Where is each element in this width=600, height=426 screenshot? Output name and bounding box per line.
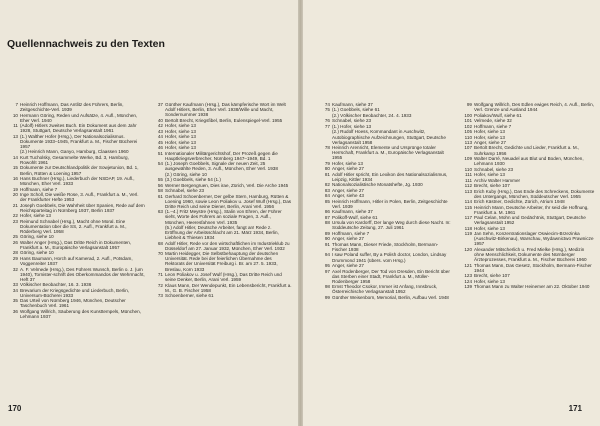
left-page-number: 170 bbox=[8, 404, 22, 413]
entry-citation: Hofer, siehe 13 bbox=[474, 129, 505, 135]
entry-citation: Anger, siehe 27 bbox=[332, 166, 364, 172]
reference-entry bbox=[146, 272, 292, 282]
entry-page-number: 105 bbox=[464, 129, 472, 135]
entry-citation: Thomas Mann, Dieser Friede, Stockholm, Bermann-Fischer 1938 bbox=[332, 241, 439, 252]
reference-entry bbox=[455, 226, 595, 231]
reference-entry bbox=[146, 241, 292, 251]
entry-page-number: 63 bbox=[157, 209, 163, 215]
entry-page-number: 55 bbox=[157, 177, 163, 183]
entry-page-number: 80 bbox=[324, 166, 330, 172]
entry-citation: Hofer, siehe 13 bbox=[474, 278, 505, 284]
reference-entry bbox=[1, 282, 145, 287]
entry-citation: Hermann Göring, Reden und Aufsätze, 4. Aufl., München, Eher Verl. 1940 bbox=[20, 112, 138, 123]
entry-page-number: 124 bbox=[464, 278, 472, 284]
entry-citation: Erich Kuby (Hrsg.), Das Ende des Schreckens, Dokumente des Untergangs, München, Süddeutscher Verl. 1955 bbox=[474, 188, 595, 199]
reference-entry bbox=[455, 273, 595, 278]
reference-entry bbox=[146, 283, 292, 293]
entry-page-number: 119 bbox=[464, 231, 472, 237]
entry-page-number: 113 bbox=[464, 188, 472, 194]
entry-citation: Brecht, siehe 107 bbox=[474, 183, 510, 189]
entry-page-number: 34 bbox=[12, 287, 18, 293]
entry-page-number: 139 bbox=[464, 284, 472, 290]
entry-page-number: 97 bbox=[324, 268, 330, 274]
entry-page-number: 110 bbox=[464, 134, 472, 140]
reference-entry bbox=[1, 134, 145, 149]
reference-entry bbox=[313, 252, 453, 262]
entry-citation: Günther Kaufmann (Hrsg.), Das kämpferische Wort im Welt Adolf Hitlers, Berlin, Eher Verl. 1938/Wille und Macht, Sondernummer 1938 bbox=[165, 102, 286, 118]
column-1 bbox=[1, 102, 145, 319]
entry-citation: (1.) Goebbels, siehe 61 bbox=[332, 107, 380, 113]
entry-citation: Thomas Mann, Das Gesetz, Stockholm, Bermann-Fischer 1944 bbox=[474, 262, 592, 273]
entry-citation: Kaufmann, siehe 37 bbox=[332, 209, 373, 215]
entry-citation: Walter Anger (Hrsg.), Das Dritte Reich in Dokumenten, Frankfurt a. M., Europäische Verlagsanstalt 1957 bbox=[20, 239, 132, 250]
reference-entry bbox=[1, 113, 145, 123]
entry-citation: Gerhard Schoenberner, Der gelbe Stern, Hamburg, Rütten & Loening 1960, sowie Leon Poliakov u. Josef Wulf (Hrsg.), Das Dritte Reich und seine Diener, Berlin, Arani Verl. 1956 bbox=[165, 193, 292, 209]
entry-page-number: 14 bbox=[12, 154, 18, 160]
entry-citation: Göring, siehe 10 bbox=[20, 250, 54, 256]
reference-entry bbox=[455, 189, 595, 199]
entry-citation: Polikoff-Wulf, siehe 61 bbox=[332, 214, 378, 220]
entry-citation: (1.) Walther Hofer (Hrsg.), Der Nationalsozialismus. Dokumente 1933–1945, Frankfurt a. M., Fischer Bücherei 1957 bbox=[20, 133, 138, 149]
reference-entry bbox=[455, 145, 595, 155]
reference-entry bbox=[455, 183, 595, 188]
reference-entry bbox=[455, 172, 595, 177]
reference-entry bbox=[1, 149, 145, 154]
reference-entry bbox=[313, 188, 453, 193]
reference-entry bbox=[146, 129, 292, 134]
reference-entry bbox=[455, 215, 595, 225]
entry-page-number: 56 bbox=[157, 182, 163, 188]
entry-page-number: 71 bbox=[157, 272, 163, 278]
reference-entry bbox=[1, 309, 145, 319]
reference-entry bbox=[313, 209, 453, 214]
reference-entry bbox=[146, 209, 292, 224]
entry-citation: Ursula von Kardorff, Der lange Weg durch diese Nacht. In: Süddeutsche Zeitung, 27. Juli 1961 bbox=[332, 220, 451, 231]
entry-citation: (1.) Joseph Goebbels, Signale der neuen Zeit, 25 ausgewählte Reden, 3. Aufl., München, Eher Verl. 1938 bbox=[165, 161, 278, 172]
reference-entry bbox=[313, 118, 453, 123]
reference-entry bbox=[1, 187, 145, 192]
entry-page-number: 26 bbox=[12, 239, 18, 245]
entry-page-number: 36 bbox=[12, 308, 18, 314]
entry-page-number bbox=[1, 149, 20, 154]
reference-entry bbox=[455, 140, 595, 145]
entry-citation: Joseph Goebbels, Die Wahrheit über Spanien, Rede auf dem Reichsparteitag in Nürnberg 1937, Berlin 1937 bbox=[20, 202, 145, 213]
entry-page-number: 115 bbox=[464, 204, 472, 210]
reference-entry bbox=[455, 178, 595, 183]
reference-entry bbox=[1, 165, 145, 175]
entry-page-number: 77 bbox=[324, 123, 330, 129]
entry-citation: Schoenberner, siehe 61 bbox=[165, 293, 214, 299]
reference-entry bbox=[455, 247, 595, 262]
reference-entry bbox=[455, 263, 595, 273]
reference-entry bbox=[146, 140, 292, 145]
entry-page-number: 114 bbox=[464, 199, 472, 205]
reference-entry bbox=[313, 113, 453, 118]
book-gutter bbox=[298, 0, 303, 426]
entry-citation: (1.) Hofer, siehe 13 bbox=[332, 123, 372, 129]
entry-citation: Hofer, siehe 13 bbox=[165, 145, 196, 151]
reference-entry bbox=[1, 203, 145, 213]
entry-citation: Wolfgang Willrich, Säuberung des Kunsttempels, München, Lehmann 1937 bbox=[20, 308, 141, 319]
entry-citation: Paul Celan, Mohn und Gedächtnis, Stuttgart, Deutsche Verlagsanstalt 1952 bbox=[474, 215, 586, 226]
entry-page-number: 89 bbox=[324, 230, 330, 236]
column-3 bbox=[313, 102, 453, 300]
entry-page-number: 94 bbox=[324, 252, 330, 258]
entry-page-number: 42 bbox=[157, 123, 163, 129]
entry-page-number: 81 bbox=[324, 171, 330, 177]
reference-entry bbox=[313, 145, 453, 160]
entry-citation: Schnabel, siehe 23 bbox=[165, 188, 205, 194]
reference-entry bbox=[455, 199, 595, 204]
entry-page-number: 99 bbox=[324, 294, 330, 300]
reference-entry bbox=[313, 215, 453, 220]
entry-citation: (2.) Rudolf Hoess, Kommandant in Auschwitz, Autobiographische Aufzeichnungen, Stuttgart, Deutsche Verlagsanstalt 1958 bbox=[332, 129, 446, 145]
reference-entry bbox=[146, 251, 292, 271]
entry-citation: Kurt Tucholsky, Gesammelte Werke, Bd. 3, Hamburg, Rowohlt 1961 bbox=[20, 154, 129, 165]
reference-entry bbox=[1, 219, 145, 234]
entry-citation: Axel Rodenberger, Der Tod von Dresden, Ein Bericht über das Sterben einer Stadt, Frankfurt a. M., Müller-Rodenberger 1958 bbox=[332, 268, 450, 284]
entry-citation: Anger, siehe 27 bbox=[332, 263, 364, 269]
reference-entry bbox=[146, 151, 292, 161]
entry-page-number: 46 bbox=[157, 145, 163, 151]
entry-page-number bbox=[146, 172, 165, 177]
entry-page-number: 123 bbox=[464, 273, 472, 279]
entry-citation: Leon Poliakov u. Josef Wulf (Hrsg.), Das Dritte Reich und seine Denker, Berlin, Arani Verl. 1959 bbox=[165, 272, 282, 283]
entry-page-number: 79 bbox=[324, 160, 330, 166]
entry-page-number: 45 bbox=[157, 139, 163, 145]
entry-citation: Heinrich Arenricht, Elemente und Ursprünge totaler Herrschaft, Frankfurt a. M., Europäische Verlagsanstalt 1955 bbox=[332, 145, 444, 161]
entry-page-number: 83 bbox=[324, 187, 330, 193]
entry-page-number: 78 bbox=[324, 145, 330, 151]
entry-citation: Hofer, siehe 13 bbox=[165, 123, 196, 129]
entry-page-number: 72 bbox=[157, 282, 163, 288]
reference-entry bbox=[313, 236, 453, 241]
entry-page-number: 29 bbox=[12, 255, 18, 261]
reference-entry bbox=[1, 256, 145, 266]
entry-page-number: 22 bbox=[12, 213, 18, 219]
reference-entry bbox=[455, 113, 595, 118]
entry-page-number: 107 bbox=[464, 145, 472, 151]
entry-citation: Archiv Walter Hammer bbox=[474, 177, 521, 183]
entry-citation: (5.) Adolf Hitler, Deutsche Arbeiter, fangt an! Rede z. Eröffnung der Arbeitsschlacht am 21. März 1934, Berlin, Liebheit & Thiesen 1934 bbox=[165, 225, 279, 241]
entry-page-number: 87 bbox=[324, 214, 330, 220]
entry-citation: (Adolf) Hitlers zweites Buch. Ein Dokument aus dem Jahr 1928, Stuttgart, Deutsche Verlagsanstalt 1961 bbox=[20, 123, 137, 134]
entry-page-number: 51 bbox=[157, 150, 163, 156]
entry-page-number: 40 bbox=[157, 117, 163, 123]
entry-citation: Wolfgang Willrich, Des Edlen ewiges Reich, 4. Aufl., Berlin, Verl. Grenze und Ausland 1944 bbox=[474, 102, 594, 113]
reference-entry bbox=[1, 234, 145, 239]
reference-entry bbox=[313, 161, 453, 166]
entry-citation: Kaufmann, siehe 37 bbox=[332, 102, 373, 107]
reference-entry bbox=[1, 213, 145, 218]
entry-page-number: 25 bbox=[12, 234, 18, 240]
reference-entry bbox=[455, 205, 595, 215]
reference-entry bbox=[455, 231, 595, 246]
entry-page-number: 82 bbox=[324, 182, 330, 188]
entry-page-number: 21 bbox=[12, 202, 18, 208]
entry-citation: Heinrich Mann, Deutsche Arbeiter, Ihr seid die Hoffnung, Frankfurt a. M. 1961 bbox=[474, 204, 589, 215]
entry-citation: Adolf Hitler, Rede vor den wirtschaftlichen im Industrieklub zu Düsseldorf am 27. Januar 1932, München, Eher Verl. 1932 bbox=[165, 240, 290, 251]
reference-entry bbox=[313, 263, 453, 268]
entry-citation: Werner Bergengruen, Dies irae, Zürich, Verl. Die Arche 1945 bbox=[165, 182, 289, 188]
entry-citation: Hoffmann, siehe 7 bbox=[20, 186, 58, 192]
entry-citation: (2.) Heinrich Mann, Ganyo, Hamburg, Claassen 1960 bbox=[20, 149, 129, 155]
entry-page-number: 102 bbox=[464, 123, 472, 129]
reference-entry bbox=[313, 124, 453, 129]
reference-entry bbox=[313, 129, 453, 144]
entry-page-number: 88 bbox=[324, 220, 330, 226]
entry-citation: Anger, siehe 27 bbox=[474, 140, 506, 145]
entry-citation: I saw Poland suffer, By a Polish doctor, London, Lindsay Drummond 1941 (übers. vom Hrsg.) bbox=[332, 252, 447, 263]
entry-citation: A. F. Velmede (Hrsg.), Des Führers Wunsch, Berlin o. J. (um 1940), Tornister-schrift des Oberkommandos der Wehrmacht, Heft 37 bbox=[20, 266, 145, 282]
entry-page-number: 109 bbox=[464, 156, 472, 162]
column-2 bbox=[146, 102, 292, 299]
reference-entry bbox=[146, 188, 292, 193]
entry-citation: Jan Sehn, Konzentrationslager Oswiecim-Brzezinka (Auschwitz-Birkenau), Warschau, Wydawnictwo Prawnicze 1957 bbox=[474, 231, 594, 247]
column-4 bbox=[455, 102, 595, 290]
entry-citation: Thomas Mann zu Walter Heinemer am 22. Oktober 1940 bbox=[474, 284, 590, 290]
entry-page-number: 112 bbox=[464, 183, 472, 189]
entry-citation: Velmede, siehe 32 bbox=[474, 118, 512, 124]
reference-entry bbox=[455, 279, 595, 284]
reference-entry bbox=[455, 124, 595, 129]
entry-page-number: 120 bbox=[464, 246, 472, 252]
entry-page-number: 85 bbox=[324, 198, 330, 204]
reference-entry bbox=[146, 194, 292, 209]
entry-page-number: 101 bbox=[464, 118, 472, 124]
entry-citation: Heinrich Hoffmann, Das Antlitz des Führers, Berlin, Zeitgeschichte-Verl. 1939 bbox=[20, 102, 124, 113]
entry-page-number: 54 bbox=[157, 161, 163, 167]
reference-entry bbox=[146, 177, 292, 182]
reference-entry bbox=[1, 267, 145, 282]
entry-citation: Brecht, siehe 107 bbox=[474, 273, 510, 279]
entry-page-number: 20 bbox=[12, 192, 18, 198]
entry-citation: Erich Kästner, Gedichte, Zürich, Atrium 1948 bbox=[474, 199, 565, 205]
reference-entry bbox=[455, 135, 595, 140]
entry-citation: Schnabel, siehe 23 bbox=[332, 118, 372, 124]
entry-citation: Anger, siehe 27 bbox=[332, 187, 364, 193]
entry-page-number: 7 bbox=[15, 102, 18, 107]
reference-entry bbox=[146, 102, 292, 117]
right-page bbox=[300, 0, 600, 426]
entry-citation: Adolf Hitler spricht, Ein Lexikon des Nationalsozialismus, Leipzig, Kittler 1934 bbox=[332, 171, 448, 182]
reference-entry bbox=[313, 182, 453, 187]
entry-page-number: 33 bbox=[12, 282, 18, 288]
entry-citation: Hofer, siehe 13 bbox=[165, 128, 196, 134]
entry-citation: (1.–4.) Fritz Meystre (Hrsg.), Stalin von Ehren, der Führer sieht, Worte des Führers an soziale Fragen, 3. Aufl., München, Heeresfahnen Verl. 1935 bbox=[165, 209, 282, 225]
reference-entry bbox=[313, 269, 453, 284]
entry-page-number: 111 bbox=[465, 177, 472, 183]
entry-page-number: 28 bbox=[12, 250, 18, 256]
entry-citation: Hans Buchner (Hrsg.), Liederbuch der NSDAP, 19. Aufl., München, Eher Verl. 1933 bbox=[20, 176, 135, 187]
entry-page-number: 74 bbox=[324, 102, 330, 107]
entry-page-number: 15 bbox=[12, 165, 18, 171]
entry-citation: Inge Scholl, Die weiße Rose, 3. Aufl., Frankfurt a. M., Verl. der Frankfurter Hefte 1953 bbox=[20, 192, 139, 203]
reference-entry bbox=[1, 123, 145, 133]
reference-entry bbox=[1, 250, 145, 255]
reference-entry bbox=[455, 102, 595, 112]
reference-entry bbox=[313, 166, 453, 171]
entry-citation: Hofer, siehe 13 bbox=[165, 139, 196, 145]
entry-citation: Göring, siehe 10 bbox=[20, 234, 54, 240]
entry-citation: Poliakov/Wulf, siehe 61 bbox=[474, 112, 522, 118]
entry-page-number: 111 bbox=[465, 172, 472, 178]
entry-page-number: 16 bbox=[12, 176, 18, 182]
entry-page-number: 13 bbox=[12, 133, 18, 139]
entry-citation: (3.) Goebbels, siehe 54 (1.) bbox=[165, 177, 221, 183]
reference-entry bbox=[1, 240, 145, 250]
entry-page-number: 99 bbox=[466, 102, 472, 107]
reference-entry bbox=[313, 107, 453, 112]
reference-entry bbox=[313, 199, 453, 209]
reference-entry bbox=[455, 284, 595, 289]
entry-page-number bbox=[313, 113, 332, 118]
reference-entry bbox=[1, 192, 145, 202]
entry-citation: Heinrich Hoffmann, Hitler in Polen, Berlin, Zeitgeschichte Verl. 1939 bbox=[332, 198, 448, 209]
entry-page-number: 110 bbox=[464, 166, 472, 172]
entry-page-number: 76 bbox=[324, 118, 330, 124]
entry-page-number: 43 bbox=[157, 128, 163, 134]
entry-page-number: 90 bbox=[324, 236, 330, 242]
reference-entry bbox=[146, 293, 292, 298]
reference-entry bbox=[146, 123, 292, 128]
entry-citation: Günther Weisenborn, Memorial, Berlin, Aufbau Verl. 1948 bbox=[332, 294, 449, 300]
reference-entry bbox=[1, 102, 145, 112]
entry-page-number: 19 bbox=[12, 186, 18, 192]
entry-page-number: 86 bbox=[324, 209, 330, 215]
entry-citation: Klaus Mann, Der Wendepunkt, Ein Lebensbericht, Frankfurt a. M., G. B. Fischer 1958 bbox=[165, 282, 292, 293]
reference-entry bbox=[313, 295, 453, 300]
entry-page-number: 11 bbox=[13, 123, 18, 129]
reference-entry bbox=[313, 231, 453, 236]
entry-citation: Nationalsozialistische Monatshefte, Jg. 1930 bbox=[332, 182, 423, 188]
reference-entry bbox=[455, 167, 595, 172]
entry-page-number: 117 bbox=[464, 215, 472, 221]
entry-page-number bbox=[313, 129, 332, 144]
entry-page-number: 121 bbox=[464, 262, 472, 268]
reference-entry bbox=[146, 118, 292, 123]
reference-entry bbox=[455, 156, 595, 166]
entry-citation: Das Urteil von Nürnberg 1946, München, Deutscher Taschenbuch Verl. 1961 bbox=[20, 298, 126, 309]
entry-citation: Hofer, siehe 13 bbox=[20, 213, 51, 219]
entry-page-number: 70 bbox=[157, 251, 163, 257]
entry-page-number: 75 bbox=[324, 107, 330, 113]
reference-entry bbox=[313, 193, 453, 198]
reference-entry bbox=[146, 225, 292, 240]
reference-entry bbox=[455, 129, 595, 134]
entry-citation: Völkischer Beobachter, 16. 3. 1936 bbox=[20, 282, 92, 288]
entry-citation: Hoffmann, siehe 7 bbox=[474, 123, 512, 129]
page-heading: Quellennachweis zu den Texten bbox=[7, 38, 165, 50]
reference-entry bbox=[313, 102, 453, 107]
right-page-number: 171 bbox=[568, 404, 582, 413]
entry-page-number: 32 bbox=[12, 266, 18, 272]
entry-citation: Bertolt Brecht, Gedichte und Lieder, Frankfurt a. M., Suhrkamp 1956 bbox=[474, 145, 580, 156]
entry-citation: Anger, siehe 27 bbox=[332, 236, 364, 242]
entry-page-number: 98 bbox=[324, 284, 330, 290]
entry-page-number: 118 bbox=[464, 225, 472, 231]
entry-page-number: 61 bbox=[157, 193, 163, 199]
reference-entry bbox=[1, 176, 145, 186]
entry-citation: Hofer, siehe 13 bbox=[165, 134, 196, 140]
entry-page-number: 68 bbox=[157, 240, 163, 246]
reference-entry bbox=[455, 118, 595, 123]
reference-entry bbox=[1, 298, 145, 308]
entry-citation: Bertolt Brecht, Kriegsfibel, Berlin, Eulenspiegel-Verl. 1955 bbox=[165, 117, 283, 123]
entry-citation: Anger, siehe 43 bbox=[332, 193, 364, 199]
entry-citation: Hofer, siehe 13 bbox=[474, 134, 505, 140]
entry-citation: Ernst Theodor Csokor, Immer ist Anfang, Innsbruck, Österreichische Verlagsanstalt 1952 bbox=[332, 284, 438, 295]
entry-page-number: 58 bbox=[157, 188, 163, 194]
entry-citation: Internationaler Militärgerichtshof, Der Prozeß gegen die Hauptkriegsverbrecher, Nürnberg 1947–1949, Bd. 1 bbox=[165, 150, 278, 161]
entry-citation: Dokumente zur Deutschlandpolitik der Sowjetunion, Bd. 1, Berlin, Rütten & Loening 1957 bbox=[20, 165, 139, 176]
entry-citation: Hoffmann, siehe 7 bbox=[332, 230, 370, 236]
reference-entry bbox=[313, 242, 453, 252]
entry-citation: (2.) Göring, siehe 10 bbox=[165, 171, 207, 177]
entry-citation: (2.) Völkischer Beobachter, 24. 4. 1933 bbox=[332, 112, 412, 118]
reference-entry bbox=[313, 284, 453, 294]
entry-page-number: 10 bbox=[12, 112, 18, 118]
entry-page-number: 113 bbox=[464, 140, 472, 145]
entry-page-number: 91 bbox=[324, 241, 330, 247]
reference-entry bbox=[146, 145, 292, 150]
entry-citation: Hans Baumann, Horch auf Kamerad, 2. Aufl., Potsdam, Voggenreiter 1937 bbox=[20, 255, 133, 267]
entry-citation: Hofer, siehe 13 bbox=[332, 160, 363, 166]
entry-page-number: 100 bbox=[464, 112, 472, 118]
entry-citation: Brevarium der Kriegsgedichte und Liederbuch, Berlin, Universum-Bücherei 1933 bbox=[20, 287, 130, 298]
reference-entry bbox=[1, 288, 145, 298]
entry-citation: Hofer, siehe 13 bbox=[474, 172, 505, 178]
entry-citation: Martin Heidegger, Die Selbstbehauptung der deutschen Universität. Rede bei der feierlichen Übernahme des Rektorats der Universität Freiburg i. Br. am 27. 5. 1933, Breslau, Korn 1933 bbox=[165, 251, 279, 272]
entry-citation: Walter Darré, Neuadel aus Blut und Boden, München, Lehmann 1930 bbox=[474, 156, 584, 167]
entry-page-number: 73 bbox=[157, 293, 163, 299]
entry-citation: Reimund Schnabel (Hrsg.), Macht ohne Moral. Eine Dokumentation über die SS, 2. Aufl., Frankfurt a. M., Röderberg Verl. 1958 bbox=[20, 218, 127, 234]
entry-citation: Schnabel, siehe 23 bbox=[474, 166, 514, 172]
entry-page-number: 95 bbox=[324, 263, 330, 269]
entry-page-number: 84 bbox=[324, 193, 330, 199]
reference-entry bbox=[1, 155, 145, 165]
reference-entry bbox=[146, 183, 292, 188]
reference-entry bbox=[146, 172, 292, 177]
entry-page-number bbox=[146, 225, 165, 240]
reference-entry bbox=[146, 134, 292, 139]
entry-citation: Hofer, siehe 13 bbox=[474, 225, 505, 231]
entry-page-number: 35 bbox=[12, 298, 18, 304]
reference-entry bbox=[313, 172, 453, 182]
entry-citation: Alexander Mitscherlich u. Fred Mielke (Hrsg.), Medizin ohne Menschlichkeit, Dokumente des Nürnberger Ärzteprozesses, Frankfurt a. M., Fischer Bücherei 1960 bbox=[474, 246, 587, 263]
entry-page-number: 23 bbox=[12, 218, 18, 224]
entry-page-number: 37 bbox=[157, 102, 163, 107]
entry-page-number: 44 bbox=[157, 134, 163, 140]
reference-entry bbox=[313, 220, 453, 230]
reference-entry bbox=[146, 161, 292, 171]
